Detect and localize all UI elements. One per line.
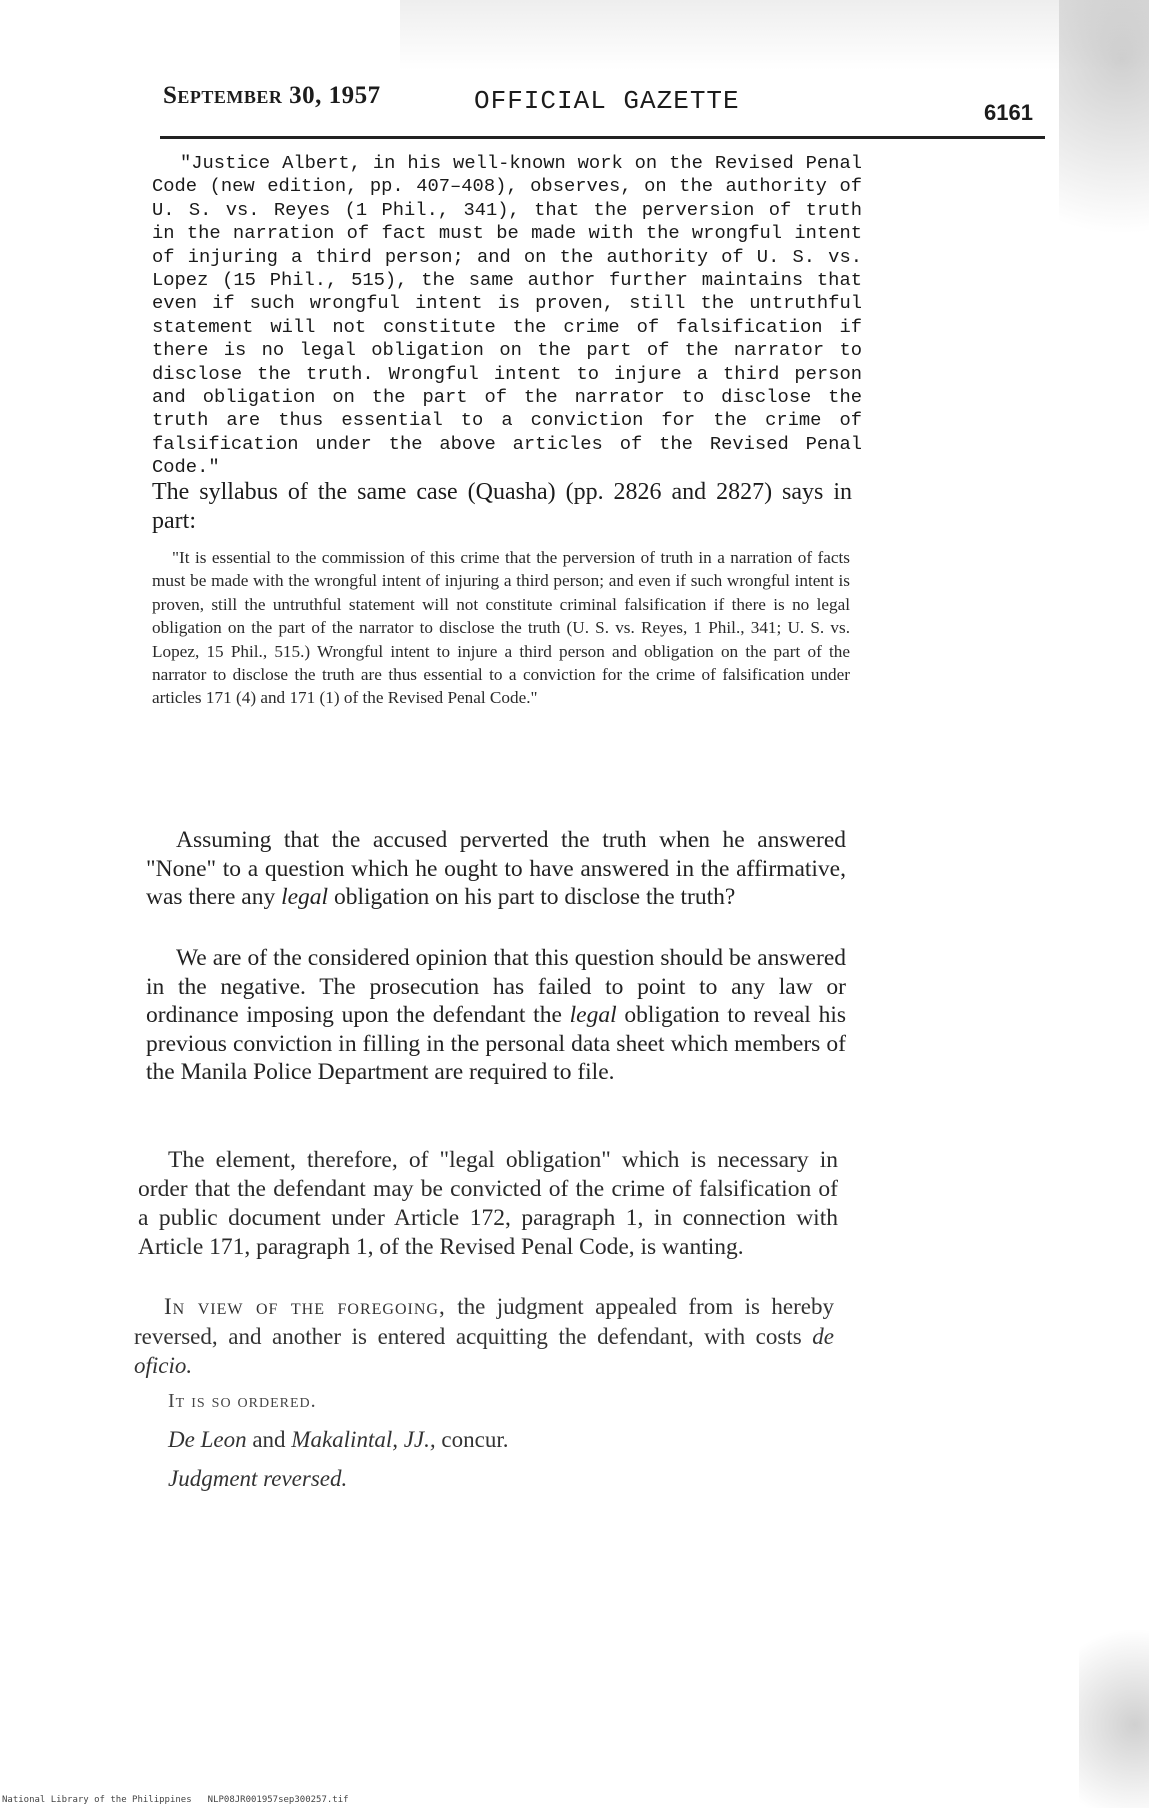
text-run: obligation on his part to disclose the truth? xyxy=(328,884,736,910)
so-ordered-line: It is so ordered. xyxy=(168,1390,317,1412)
scan-footer xyxy=(2,1795,349,1805)
header-publication-title: OFFICIAL GAZETTE xyxy=(474,86,740,116)
italic-run: de oficio. xyxy=(134,1323,834,1378)
text-run: obligation to reveal his previous conviction in filling in the personal data sheet which members of the Manila Police Department are required to file. xyxy=(146,1002,846,1085)
judgment-result: Judgment reversed. xyxy=(168,1466,348,1491)
page-number: 6161 xyxy=(984,100,1033,125)
page-header xyxy=(0,78,1149,128)
footer-filename: NLP08JR001957sep300257.tif xyxy=(207,1795,349,1805)
text-run: the judgment appealed from is hereby reversed, and another is entered acquitting the defendant, with costs xyxy=(134,1294,834,1349)
smallcaps-run: In view of the foregoing, xyxy=(164,1294,446,1319)
footer-library: National Library of the Philippines xyxy=(2,1795,192,1805)
header-date: September 30, 1957 xyxy=(163,82,381,109)
justice-name: De Leon xyxy=(168,1427,247,1452)
scan-noise-bottom-right xyxy=(1079,1600,1149,1808)
paragraph-judgment-disposition xyxy=(134,1292,834,1381)
concurrence-line xyxy=(168,1427,768,1453)
text-run: We are of the considered opinion that this question should be answered in the negative. The prosecution has failed to point to any law or ordinance imposing upon the defendant the xyxy=(146,945,846,1028)
paragraph-element-wanting: The element, therefore, of "legal obligation" which is necessary in order that the defendant may be convicted of the crime of falsification of a public document under Article 172, paragraph 1, in connection with Article 171, paragraph 1, of the Revised Penal Code, is wanting. xyxy=(138,1147,838,1260)
scan-noise-right xyxy=(1059,0,1149,300)
italic-run: legal xyxy=(569,1002,617,1028)
quote-justice-albert: "Justice Albert, in his well-known work on the Revised Penal Code (new edition, pp. 407–408), observes, on the authority of U. S. vs. Reyes (1 Phil., 341), that the perversion of truth in the narration of fact must be made with the wrongful intent of injuring a third person; and on the authority of U. S. vs. Lopez (15 Phil., 515), the same author further maintains that even if such wrongful intent is proven, still the untruthful statement will not constitute the crime of falsification if there is no legal obligation on the part of the narrator to disclose the truth. Wrongful intent to injure a third person and obligation on the part of the narrator to disclose the truth are thus essential to a conviction for the crime of falsification under the above articles of the Revised Penal Code." xyxy=(152,152,862,479)
paragraph-syllabus-intro: The syllabus of the same case (Quasha) (pp. 2826 and 2827) says in part: xyxy=(152,479,852,534)
text-run: and xyxy=(246,1427,292,1452)
text-run: concur. xyxy=(435,1427,509,1452)
paragraph-court-opinion xyxy=(146,944,846,1087)
text-run: Assuming that the accused perverted the truth when he answered "None" to a question which he ought to have answered in the affirmative, was there any xyxy=(146,827,846,910)
quote-syllabus: "It is essential to the commission of this crime that the perversion of truth in a narration of facts must be made with the wrongful intent of injuring a third person; and even if such wrongful intent is proven, still the untruthful statement will not constitute criminal falsification if there is no legal obligation on the part of the narrator to disclose the truth (U. S. vs. Reyes, 1 Phil., 341; U. S. vs. Lopez, 15 Phil., 515.) Wrongful intent to injure a third person and obligation on the part of the narrator to disclose the truth are thus essential to a conviction for the crime of falsification under articles 171 (4) and 171 (1) of the Revised Penal Code." xyxy=(152,548,850,708)
italic-run: legal xyxy=(281,884,329,910)
header-rule xyxy=(160,136,1045,139)
scan-noise-top xyxy=(400,0,1149,70)
justice-name: Makalintal, JJ., xyxy=(291,1427,436,1452)
paragraph-legal-obligation-question xyxy=(146,826,846,912)
